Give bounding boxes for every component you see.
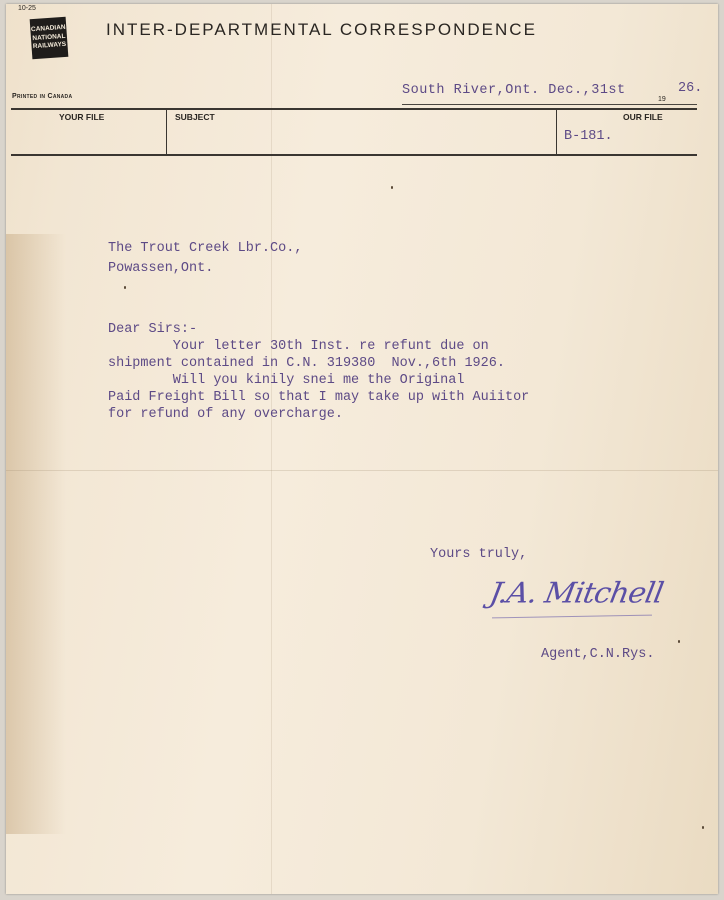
body-line-3: Will you kinily snei me the Original: [108, 373, 465, 388]
printed-in-canada: Printed in Canada: [12, 93, 73, 100]
addressee-line-1: The Trout Creek Lbr.Co.,: [108, 241, 303, 256]
letterhead-title: INTER-DEPARTMENTAL CORRESPONDENCE: [106, 20, 537, 39]
body-line-1: Your letter 30th Inst. re refunt due on: [108, 339, 489, 354]
body-line-5: for refund of any overcharge.: [108, 407, 343, 422]
closing: Yours truly,: [430, 547, 528, 562]
paper-speck: [678, 640, 680, 643]
year-suffix: 26.: [678, 81, 703, 96]
paper-speck: [124, 286, 126, 289]
fold-line-horizontal: [6, 470, 718, 471]
addressee-line-2: Powassen,Ont.: [108, 261, 214, 276]
logo-line-3: RAILWAYS: [32, 41, 67, 51]
paper-speck: [391, 186, 393, 189]
water-stain: [6, 234, 66, 834]
place-date: South River,Ont. Dec.,31st: [402, 83, 626, 98]
handwritten-signature: J.A. Mitchell: [487, 576, 666, 611]
year-prefix: 19: [658, 96, 666, 103]
letter-sheet: [6, 4, 718, 894]
body-line-4: Paid Freight Bill so that I may take up with Auiitor: [108, 390, 530, 405]
our-file-label: OUR FILE: [623, 112, 663, 122]
paper-speck: [702, 826, 704, 829]
salutation: Dear Sirs:-: [108, 322, 198, 337]
signatory-title: Agent,C.N.Rys.: [541, 647, 655, 662]
your-file-label: YOUR FILE: [59, 112, 105, 122]
cnr-logo: [30, 17, 69, 59]
date-rule: [402, 104, 697, 105]
our-file-value: B-181.: [564, 129, 613, 144]
subject-label: SUBJECT: [175, 112, 215, 122]
your-file-cell: [11, 110, 166, 154]
form-number: 10-25: [18, 5, 36, 12]
logo-line-2: NATIONAL: [32, 32, 66, 42]
body-line-2: shipment contained in C.N. 319380 Nov.,6th 1926.: [108, 356, 505, 371]
signature-flourish: [492, 615, 652, 619]
subject-cell: [166, 110, 557, 154]
logo-line-1: CANADIAN: [30, 24, 66, 34]
